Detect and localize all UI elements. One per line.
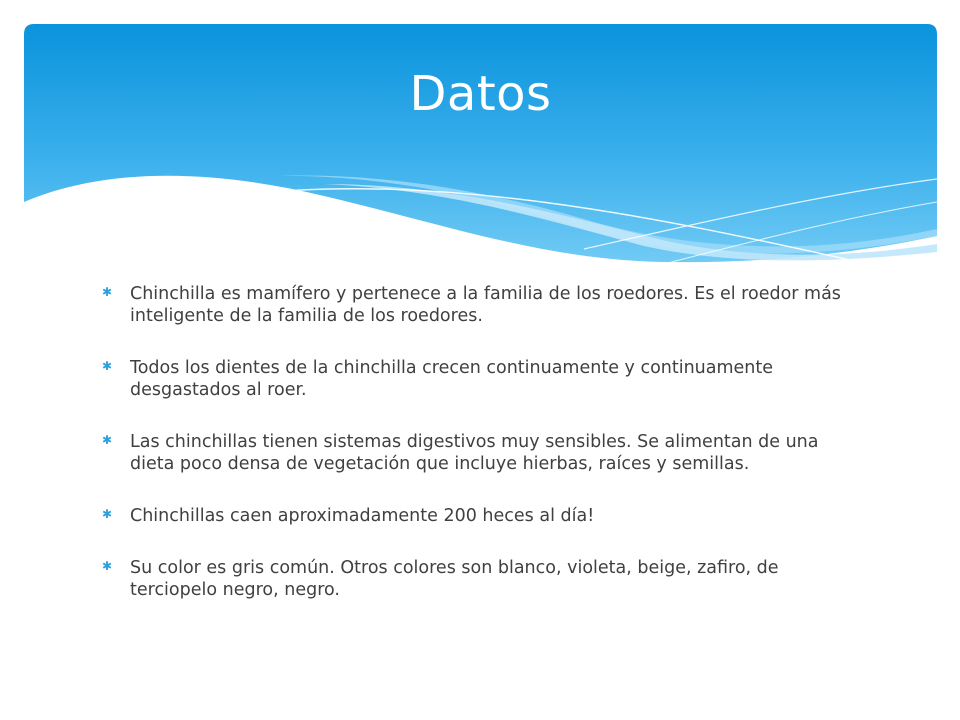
bullet-text: Su color es gris común. Otros colores son blanco, violeta, beige, zafiro, de terciopelo negro, negro.	[130, 558, 779, 600]
wave-background	[24, 24, 937, 269]
list-item	[102, 357, 862, 401]
bullet-list	[102, 283, 862, 631]
bullet-text: Las chinchillas tienen sistemas digestivos muy sensibles. Se alimentan de una dieta poco densa de vegetación que incluye hierbas, raíces y semillas.	[130, 432, 819, 474]
list-item	[102, 505, 862, 527]
list-item	[102, 431, 862, 475]
list-item	[102, 283, 862, 327]
bullet-text: Chinchilla es mamífero y pertenece a la familia de los roedores. Es el roedor más inteligente de la familia de los roedores.	[130, 284, 841, 326]
asterisk-icon: ✱	[102, 359, 113, 373]
asterisk-icon: ✱	[102, 559, 113, 573]
asterisk-icon: ✱	[102, 285, 113, 299]
slide-title: Datos	[409, 66, 552, 122]
bullet-text: Todos los dientes de la chinchilla crecen continuamente y continuamente desgastados al roer.	[130, 358, 774, 400]
asterisk-icon: ✱	[102, 507, 113, 521]
header-banner	[24, 24, 937, 269]
asterisk-icon: ✱	[102, 433, 113, 447]
bullet-text: Chinchillas caen aproximadamente 200 heces al día!	[130, 506, 595, 526]
list-item	[102, 557, 862, 601]
